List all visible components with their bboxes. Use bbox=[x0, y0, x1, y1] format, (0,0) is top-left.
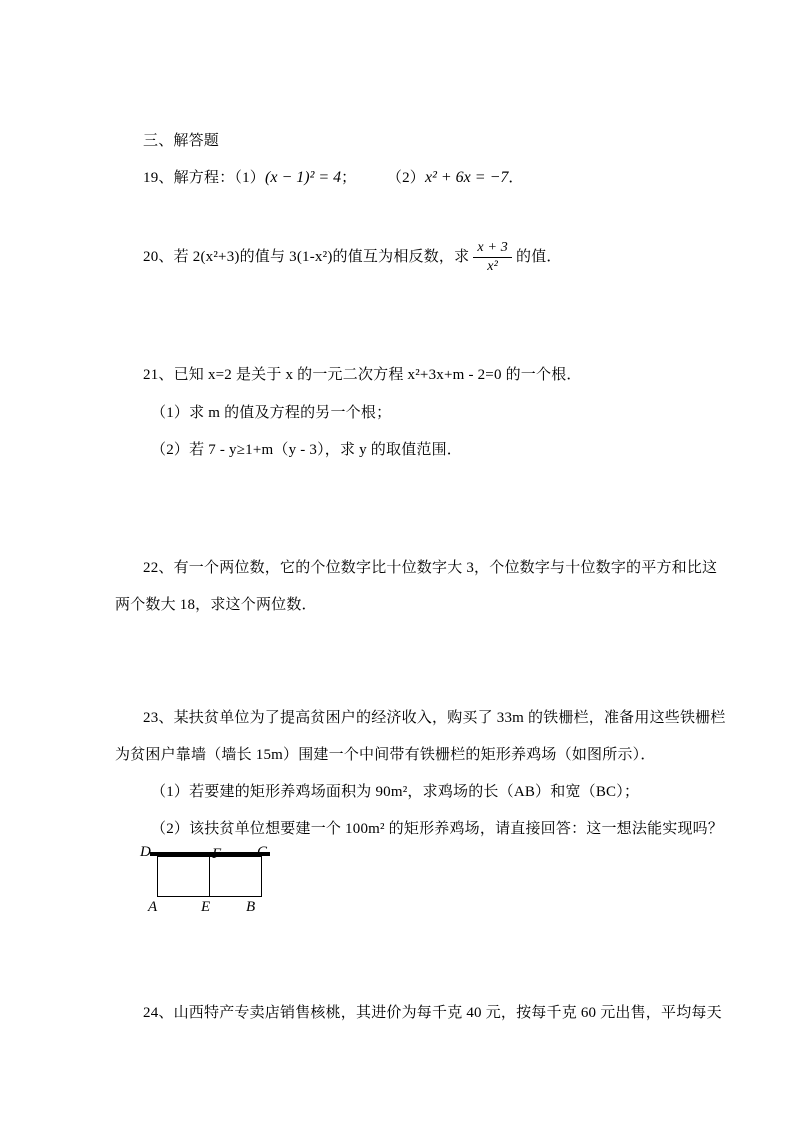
q23-item-2: （2）该扶贫单位想要建一个 100m² 的矩形养鸡场，请直接回答：这一想法能实现吗？ bbox=[151, 821, 724, 837]
q20-fraction-numerator: x + 3 bbox=[473, 240, 512, 258]
q20-fraction bbox=[473, 240, 512, 275]
q20-lead: 20、若 2(x²+3)的值与 3(1-x²)的值互为相反数，求 bbox=[143, 249, 470, 266]
question-22-line-1: 22、有一个两位数，它的个位数字比十位数字大 3，个位数字与十位数字的平方和比这 bbox=[143, 560, 718, 576]
point-label-e: E bbox=[201, 899, 211, 915]
q23-item-1: （1）若要建的矩形养鸡场面积为 90m²，求鸡场的长（AB）和宽（BC）； bbox=[151, 784, 640, 800]
question-22-line-2: 两个数大 18，求这个两位数． bbox=[115, 597, 317, 613]
question-19 bbox=[143, 167, 524, 189]
q19-period: ． bbox=[508, 170, 524, 186]
point-label-d: D bbox=[140, 844, 151, 860]
question-20 bbox=[143, 240, 562, 275]
q19-separator: ； bbox=[341, 170, 357, 186]
question-24-line-1: 24、山西特产专卖店销售核桃，其进价为每千克 40 元，按每千克 60 元出售，平均每天 bbox=[143, 1005, 722, 1021]
q20-fraction-denominator: x² bbox=[487, 259, 499, 275]
point-label-a: A bbox=[148, 899, 158, 915]
section-title: 三、解答题 bbox=[143, 133, 220, 149]
point-label-b: B bbox=[246, 899, 256, 915]
question-23-line-1: 23、某扶贫单位为了提高贫困户的经济收入，购买了 33m 的铁栅栏，准备用这些铁栅栏 bbox=[143, 710, 726, 726]
question-21: 21、已知 x=2 是关于 x 的一元二次方程 x²+3x+m - 2=0 的一个根． bbox=[143, 367, 582, 383]
q19-item2-label: （2） bbox=[394, 170, 425, 186]
q20-tail: 的值． bbox=[516, 249, 562, 266]
ef-divider-line bbox=[209, 856, 210, 897]
question-23-line-2: 为贫困户靠墙（墙长 15m）围建一个中间带有铁栅栏的矩形养鸡场（如图所示）． bbox=[115, 747, 656, 763]
q19-lead: 19、解方程：（1） bbox=[143, 170, 266, 186]
q23-figure bbox=[138, 843, 288, 915]
point-label-c: C bbox=[257, 844, 268, 860]
point-label-f: F bbox=[212, 846, 222, 862]
q21-item-2: （2）若 7 - y≥1+m（y - 3），求 y 的取值范围． bbox=[151, 442, 463, 458]
q19-formula-2: x² + 6x = −7 bbox=[424, 169, 509, 186]
q19-formula-1: (x − 1)² = 4 bbox=[265, 169, 342, 186]
q21-item-1: （1）求 m 的值及方程的另一个根； bbox=[151, 405, 392, 421]
